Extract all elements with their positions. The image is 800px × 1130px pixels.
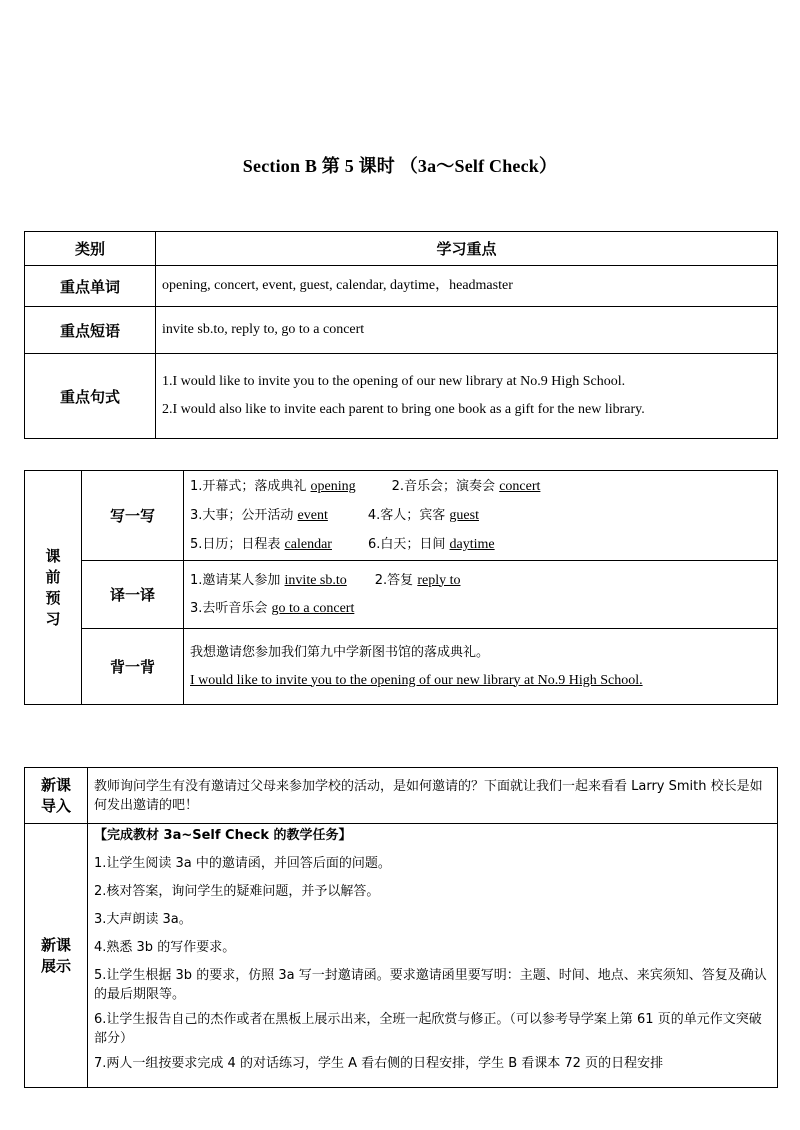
table-header-row: [25, 232, 778, 266]
header-focus: 学习重点: [156, 232, 778, 266]
row-label-sentences: 重点句式: [25, 354, 156, 439]
show-item-7: 7.两人一组按要求完成 4 的对话练习，学生 A 看右侧的日程安排，学生 B 看课本 72 页的日程安排: [94, 1056, 664, 1071]
table-row: [25, 561, 778, 629]
answer-calendar: calendar: [284, 537, 332, 552]
recite-label: 背一背: [82, 629, 184, 705]
answer-event: event: [297, 508, 328, 523]
show-content: [88, 824, 778, 1088]
lesson-table: [24, 767, 778, 1088]
table-row: [25, 266, 778, 307]
answer-reply: reply to: [417, 572, 461, 588]
show-item-1: 1.让学生阅读 3a 中的邀请函，并回答后面的问题。: [94, 856, 391, 871]
show-item-4: 4.熟悉 3b 的写作要求。: [94, 940, 236, 955]
key-phrases: invite sb.to, reply to, go to a concert: [156, 307, 778, 354]
recite-english: I would like to invite you to the opening of our new library at No.9 High School.: [190, 672, 643, 688]
table-row: [25, 629, 778, 705]
show-item-6: 6.让学生报告自己的杰作或者在黑板上展示出来，全班一起欣赏与修正。（可以参考导学案上第 61 页的单元作文突破部分）: [94, 1012, 762, 1046]
table-row: [25, 307, 778, 354]
answer-concert: concert: [499, 479, 541, 494]
sentence-2: 2.I would also like to invite each parent to bring one book as a gift for the new library.: [162, 402, 645, 417]
answer-opening: opening: [310, 479, 356, 494]
show-heading: 【完成教材 3a~Self Check 的教学任务】: [94, 828, 352, 843]
table-row: [25, 354, 778, 439]
show-item-5: 5.让学生根据 3b 的要求，仿照 3a 写一封邀请函。要求邀请函里要写明：主题、时间、地点、来宾须知、答复及确认的最后期限等。: [94, 968, 767, 1002]
table-row: [25, 471, 778, 561]
answer-go-concert: go to a concert: [271, 600, 355, 616]
intro-label: 新课 导入: [25, 768, 88, 824]
key-points-table: [24, 231, 778, 439]
row-label-words: 重点单词: [25, 266, 156, 307]
show-item-3: 3.大声朗读 3a。: [94, 912, 192, 927]
translate-items: 1.邀请某人参加 invite sb.to 2.答复 reply to 3.去听音乐会 go to a concert: [184, 561, 778, 629]
key-words: opening, concert, event, guest, calendar, daytime，headmaster: [156, 266, 778, 307]
preview-table: [24, 470, 778, 705]
row-label-phrases: 重点短语: [25, 307, 156, 354]
show-item-2: 2.核对答案，询问学生的疑难问题，并予以解答。: [94, 884, 380, 899]
answer-guest: guest: [449, 508, 479, 523]
header-category: 类别: [25, 232, 156, 266]
table-row: [25, 824, 778, 1088]
show-label: 新课 展示: [25, 824, 88, 1088]
recite-items: [184, 629, 778, 705]
key-sentences: [156, 354, 778, 439]
preview-side-label: 课 前 预 习: [25, 471, 82, 705]
answer-invite: invite sb.to: [284, 572, 347, 588]
page-title: Section B 第 5 课时 （3a～Self Check）: [242, 156, 558, 176]
sentence-1: 1.I would like to invite you to the opening of our new library at No.9 High School.: [162, 374, 626, 389]
recite-chinese: 我想邀请您参加我们第九中学新图书馆的落成典礼。: [190, 644, 490, 660]
table-row: [25, 768, 778, 824]
intro-text: 教师询问学生有没有邀请过父母来参加学校的活动，是如何邀请的？下面就让我们一起来看看 Larry Smith 校长是如何发出邀请的吧！: [88, 768, 778, 824]
write-label: 写一写: [82, 471, 184, 561]
answer-daytime: daytime: [449, 537, 495, 552]
write-items: 1.开幕式；落成典礼 opening 2.音乐会；演奏会 concert 3.大事；公开活动 event 4.客人；宾客 guest 5.日历；日程表 calendar 6.白天；日间 daytime: [184, 471, 778, 561]
translate-label: 译一译: [82, 561, 184, 629]
